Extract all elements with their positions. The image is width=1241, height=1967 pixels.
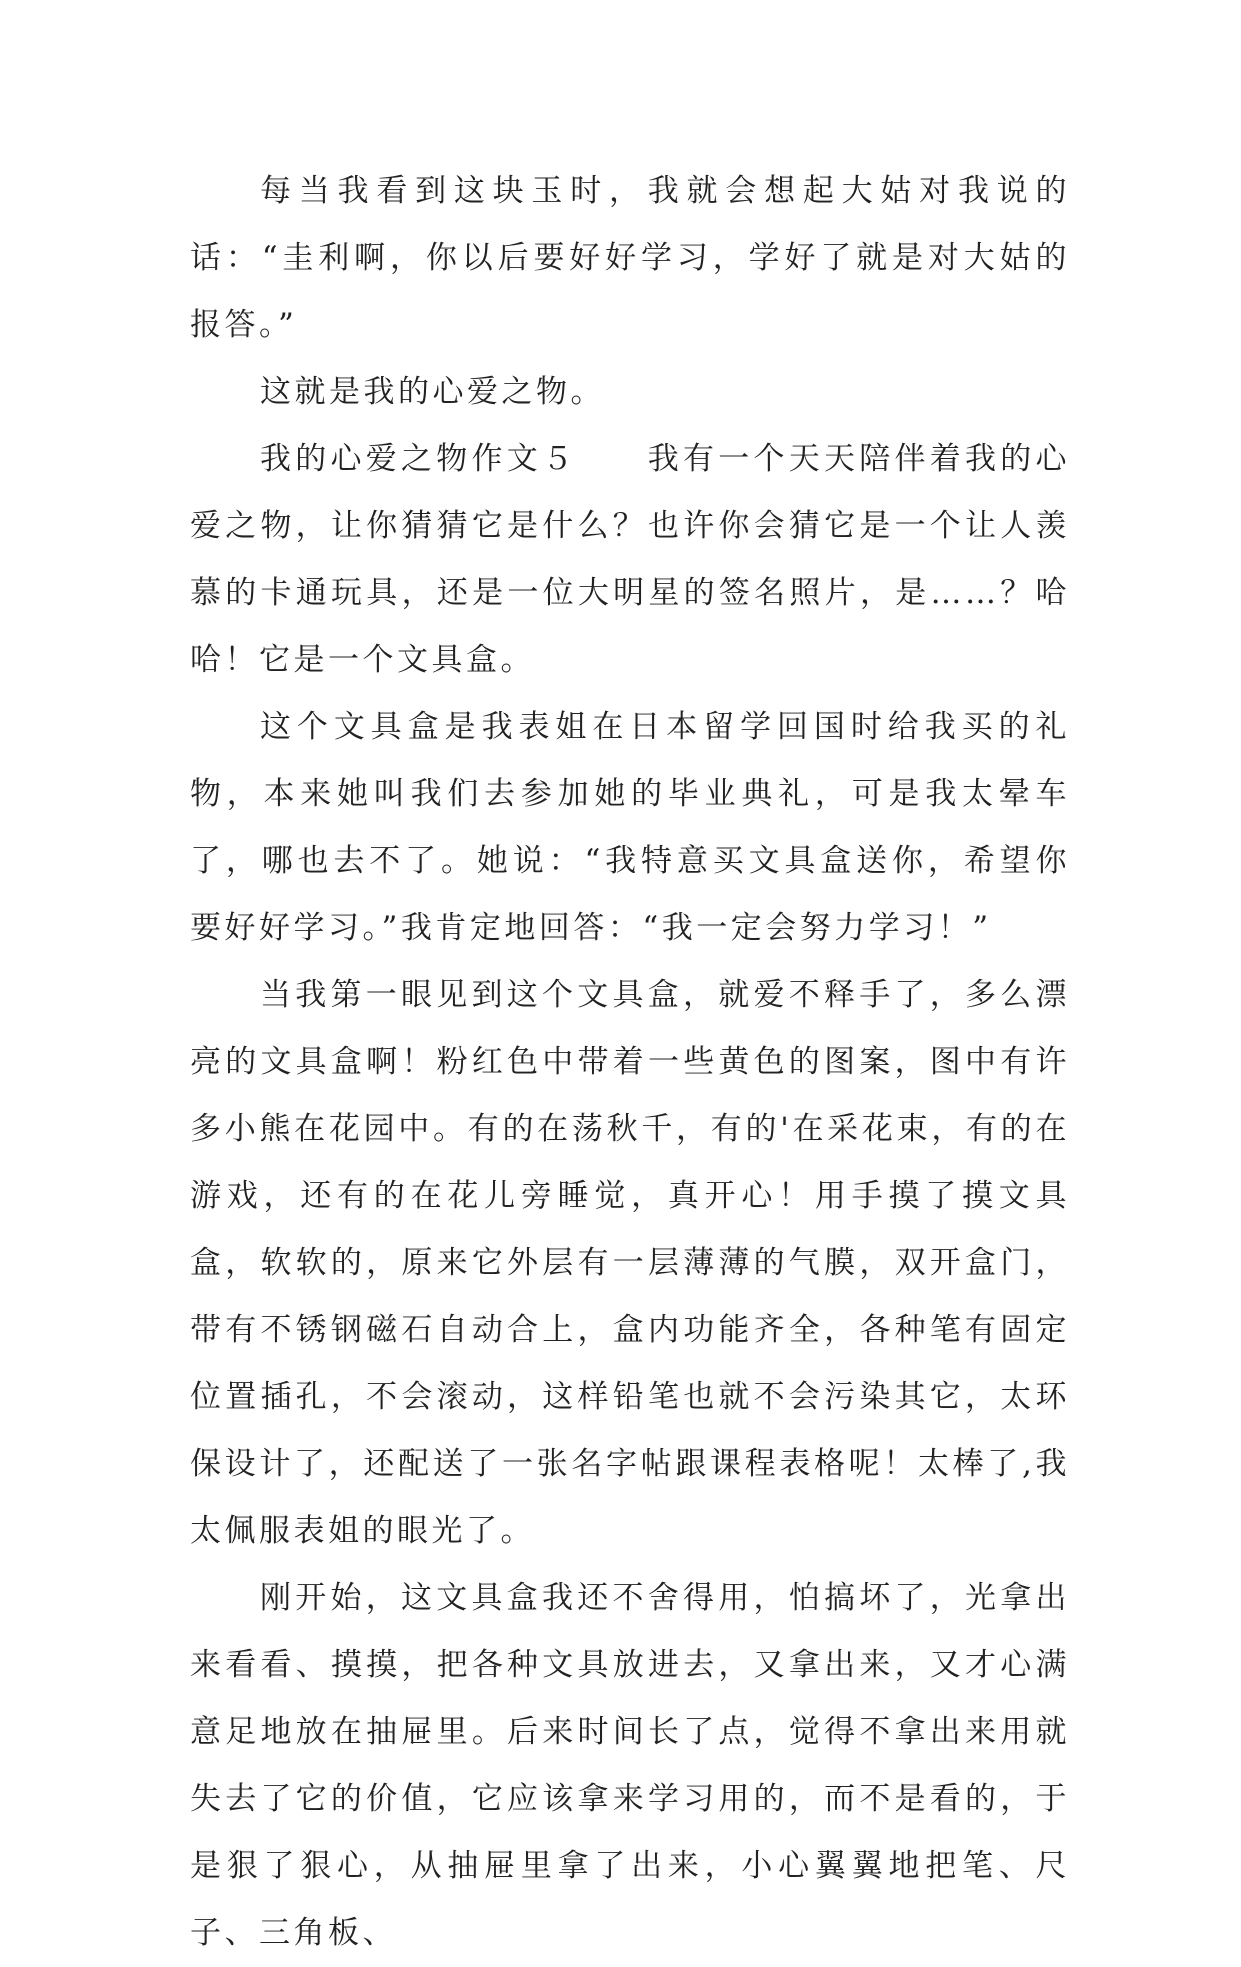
paragraph-gift-from-cousin: 这个文具盒是我表姐在日本留学回国时给我买的礼物，本来她叫我们去参加她的毕业典礼，可是我太晕车了，哪也去不了。她说：“我特意买文具盒送你，希望你要好好学习。”我肯定地回答：“我一定会努力学习！” [190,709,1070,946]
paragraph-beloved-object: 这就是我的心爱之物。 [260,374,605,410]
paragraph-pencil-case-description: 当我第一眼见到这个文具盒，就爱不释手了，多么漂亮的文具盒啊！粉红色中带着一些黄色的图案，图中有许多小熊在花园中。有的在荡秋千，有的'在采花束，有的在游戏，还有的在花儿旁睡觉，真开心！用手摸了摸文具盒，软软的，原来它外层有一层薄薄的气膜，双开盒门，带有不锈钢磁石自动合上，盒内功能齐全，各种笔有固定位置插孔，不会滚动，这样铅笔也就不会污染其它，太环保设计了，还配送了一张名字帖跟课程表格呢！太棒了,我太佩服表姐的眼光了。 [190,977,1070,1549]
paragraph-jade-memory: 每当我看到这块玉时，我就会想起大姑对我说的话：“圭利啊，你以后要好好学习，学好了就是对大姑的报答。” [190,173,1070,343]
paragraph-essay-5-intro: 我的心爱之物作文５ 我有一个天天陪伴着我的心爱之物，让你猜猜它是什么？也许你会猜它是一个让人羡慕的卡通玩具，还是一位大明星的签名照片，是……？哈哈！它是一个文具盒。 [190,441,1070,678]
document-body [190,158,1070,1967]
paragraph-first-use: 刚开始，这文具盒我还不舍得用，怕搞坏了，光拿出来看看、摸摸，把各种文具放进去，又拿出来，又才心满意足地放在抽屉里。后来时间长了点，觉得不拿出来用就失去了它的价值，它应该拿来学习用的，而不是看的，于是狠了狠心，从抽屉里拿了出来，小心翼翼地把笔、尺子、三角板、 [190,1580,1070,1951]
